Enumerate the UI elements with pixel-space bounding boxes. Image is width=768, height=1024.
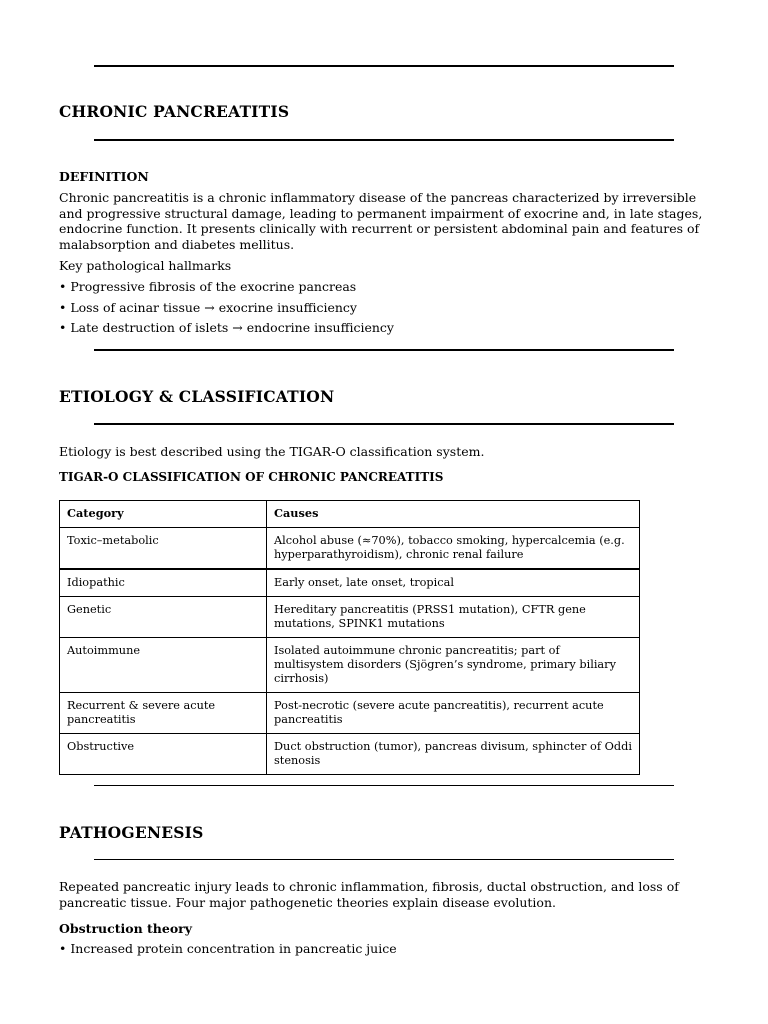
table-row: [60, 597, 640, 638]
definition-paragraph: Chronic pancreatitis is a chronic inflammatory disease of the pancreas characterized by irreversible and progressive structural damage, leading to permanent impairment of exocrine and, in late stages, endocrine function. It presents clinically with recurrent or persistent abdominal pain and features of malabsorption and diabetes mellitus.: [59, 190, 703, 252]
etiology-intro: Etiology is best described using the TIGAR-O classification system.: [59, 444, 485, 459]
table-cell-causes: Post-necrotic (severe acute pancreatitis), recurrent acute pancreatitis: [267, 693, 640, 734]
section-divider: [94, 423, 674, 425]
hallmark-bullet: • Progressive fibrosis of the exocrine pancreas: [59, 279, 357, 294]
table-header-category: Category: [60, 501, 267, 528]
table-header-causes: Causes: [267, 501, 640, 528]
table-row: [60, 569, 640, 597]
table-cell-causes: Hereditary pancreatitis (PRSS1 mutation), CFTR gene mutations, SPINK1 mutations: [267, 597, 640, 638]
tigar-o-table: [59, 500, 640, 775]
section-title-etiology: ETIOLOGY & CLASSIFICATION: [59, 387, 335, 406]
table-cell-causes: Alcohol abuse (≈70%), tobacco smoking, hypercalcemia (e.g. hyperparathyroidism), chronic renal failure: [267, 528, 640, 570]
section-divider: [94, 139, 674, 141]
section-divider: [94, 785, 674, 786]
section-divider: [94, 349, 674, 351]
table-row: [60, 528, 640, 570]
section-title-pathogenesis: PATHOGENESIS: [59, 823, 204, 842]
pathogenesis-paragraph: Repeated pancreatic injury leads to chronic inflammation, fibrosis, ductal obstruction, and loss of pancreatic tissue. Four major pathogenetic theories explain disease evolution.: [59, 879, 679, 910]
section-title-chronic-pancreatitis: CHRONIC PANCREATITIS: [59, 102, 290, 121]
hallmarks-label: Key pathological hallmarks: [59, 258, 232, 273]
table-row: [60, 693, 640, 734]
table-cell-causes: Isolated autoimmune chronic pancreatitis; part of multisystem disorders (Sjögren’s syndrome, primary biliary cirrhosis): [267, 638, 640, 693]
table-cell-category: Genetic: [60, 597, 267, 638]
section-divider: [94, 65, 674, 67]
table-cell-causes: Duct obstruction (tumor), pancreas divisum, sphincter of Oddi stenosis: [267, 734, 640, 775]
pathogenesis-bullet: • Increased protein concentration in pancreatic juice: [59, 941, 397, 956]
section-divider: [94, 859, 674, 860]
table-row: [60, 734, 640, 775]
definition-heading: DEFINITION: [59, 169, 149, 184]
table-title: TIGAR-O CLASSIFICATION OF CHRONIC PANCREATITIS: [59, 470, 444, 484]
table-row: [60, 638, 640, 693]
table-cell-category: Autoimmune: [60, 638, 267, 693]
hallmark-bullet: • Loss of acinar tissue → exocrine insufficiency: [59, 300, 357, 315]
table-header-row: [60, 501, 640, 528]
hallmark-bullet: • Late destruction of islets → endocrine insufficiency: [59, 320, 394, 335]
table-cell-category: Idiopathic: [60, 569, 267, 597]
table-cell-category: Toxic–metabolic: [60, 528, 267, 570]
obstruction-theory-heading: Obstruction theory: [59, 921, 193, 936]
table-cell-category: Obstructive: [60, 734, 267, 775]
table-cell-causes: Early onset, late onset, tropical: [267, 569, 640, 597]
table-cell-category: Recurrent & severe acute pancreatitis: [60, 693, 267, 734]
